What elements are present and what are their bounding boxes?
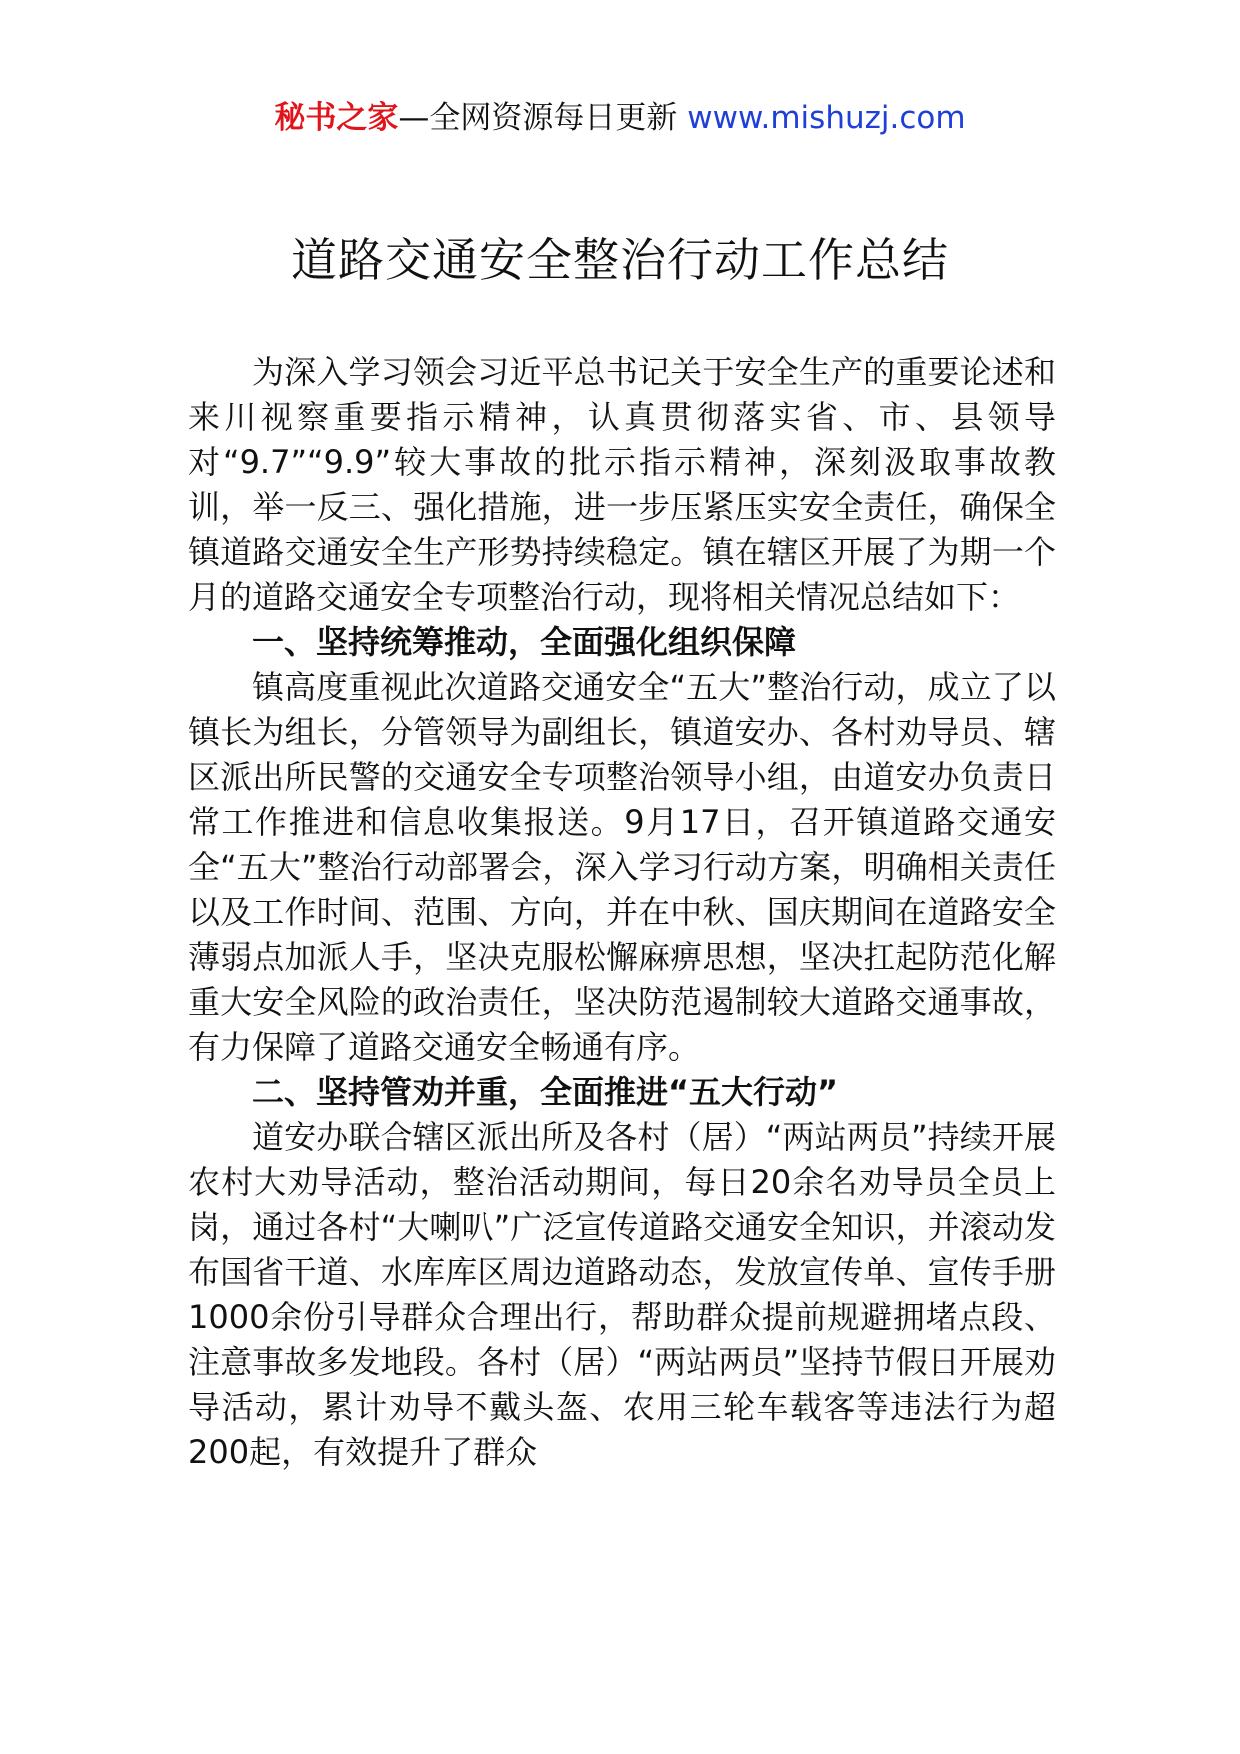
section-heading-2: 二、坚持管劝并重，全面推进“五大行动” xyxy=(252,1073,839,1111)
site-header-banner xyxy=(0,98,1240,138)
brand-name: 秘书之家 xyxy=(274,100,399,136)
site-url-link[interactable]: www.mishuzj.com xyxy=(687,100,966,136)
section-1-paragraph: 镇高度重视此次道路交通安全“五大”整治行动，成立了以镇长为组长，分管领导为副组长，镇道安办、各村劝导员、辖区派出所民警的交通安全专项整治领导小组，由道安办负责日常工作推进和信息收集报送。9月17日，召开镇道路交通安全“五大”整治行动部署会，深入学习行动方案，明确相关责任以及工作时间、范围、方向，并在中秋、国庆期间在道路安全薄弱点加派人手，坚决克服松懈麻痹思想，坚决扛起防范化解重大安全风险的政治责任，坚决防范遏制较大道路交通事故，有力保障了道路交通安全畅通有序。 xyxy=(188,668,1056,1066)
document-title: 道路交通安全整治行动工作总结 xyxy=(291,233,949,287)
header-tagline: —全网资源每日更新 xyxy=(398,100,688,136)
section-heading-1: 一、坚持统筹推动，全面强化组织保障 xyxy=(252,623,797,661)
intro-paragraph: 为深入学习领会习近平总书记关于安全生产的重要论述和来川视察重要指示精神，认真贯彻落实省、市、县领导对“9.7”“9.9”较大事故的批示指示精神，深刻汲取事故教训，举一反三、强化措施，进一步压紧压实安全责任，确保全镇道路交通安全生产形势持续稳定。镇在辖区开展了为期一个月的道路交通安全专项整治行动，现将相关情况总结如下： xyxy=(188,353,1056,616)
document-body xyxy=(188,350,1056,1475)
section-2-paragraph: 道安办联合辖区派出所及各村（居）“两站两员”持续开展农村大劝导活动，整治活动期间，每日20余名劝导员全员上岗，通过各村“大喇叭”广泛宣传道路交通安全知识，并滚动发布国省干道、水库库区周边道路动态，发放宣传单、宣传手册1000余份引导群众合理出行，帮助群众提前规避拥堵点段、注意事故多发地段。各村（居）“两站两员”坚持节假日开展劝导活动，累计劝导不戴头盔、农用三轮车载客等违法行为超200起，有效提升了群众 xyxy=(188,1118,1056,1471)
